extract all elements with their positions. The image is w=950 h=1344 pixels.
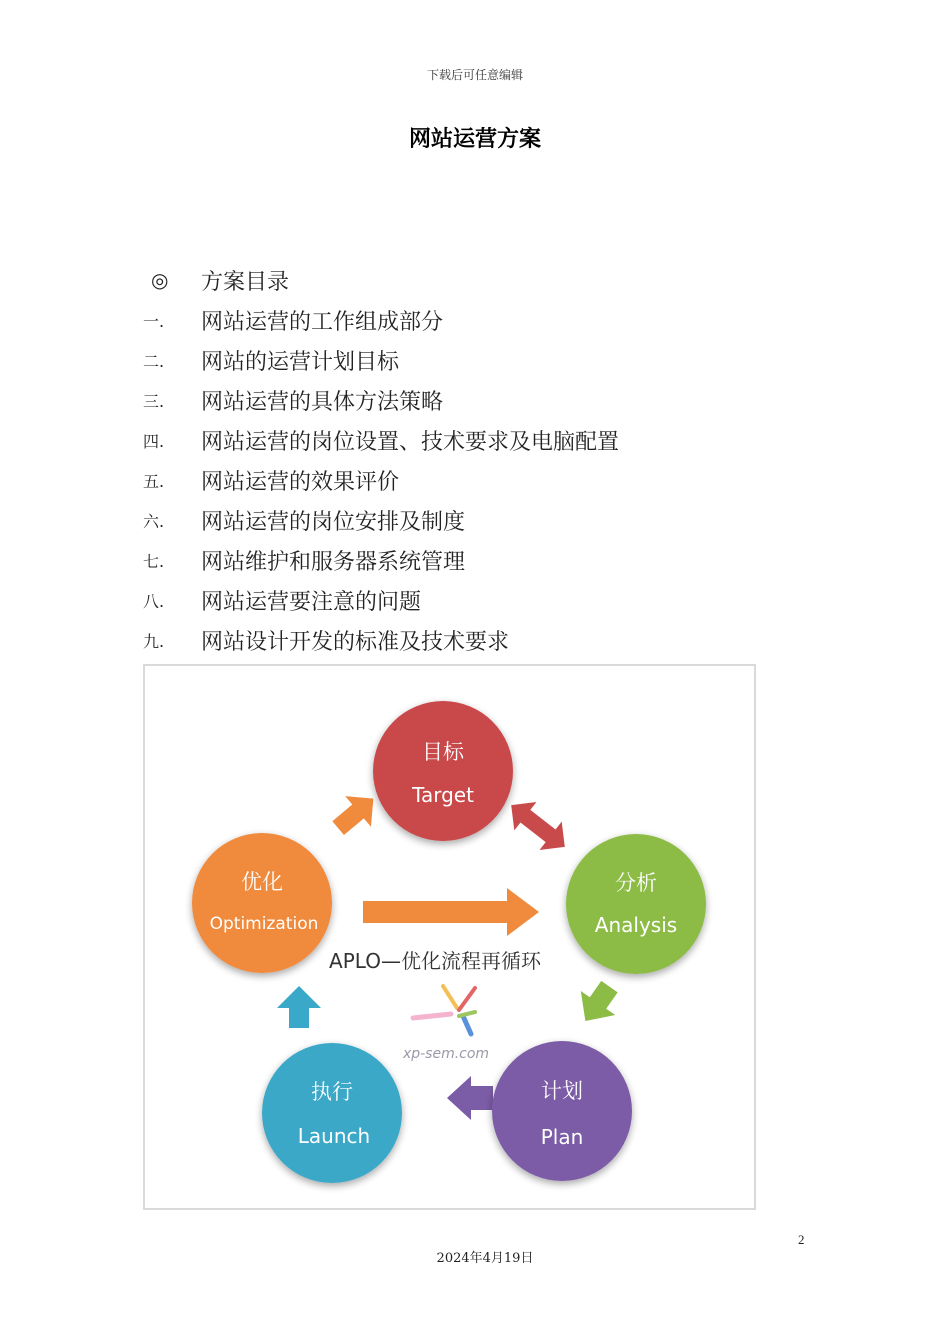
node-target	[373, 701, 513, 841]
node-analysis-en: Analysis	[594, 913, 678, 937]
aplo-diagram-svg	[145, 666, 754, 1208]
node-plan-en: Plan	[540, 1125, 584, 1149]
toc-item-text: 网站运营的岗位安排及制度	[201, 509, 466, 535]
node-optimization-en: Optimization	[209, 914, 319, 934]
arrow-optimization-to-analysis	[363, 888, 539, 936]
table-of-contents	[143, 260, 843, 660]
toc-item	[143, 420, 843, 460]
document-title: 网站运营方案	[408, 126, 541, 152]
node-plan	[492, 1041, 632, 1181]
arrow-launch-to-optimization	[277, 986, 321, 1028]
toc-item-text: 网站运营的具体方法策略	[201, 389, 444, 415]
node-analysis	[566, 834, 706, 974]
toc-item	[143, 580, 843, 620]
toc-item-text: 网站运营要注意的问题	[201, 589, 422, 615]
toc-item	[143, 620, 843, 660]
toc-item-text: 网站运营的工作组成部分	[201, 309, 444, 335]
xp-sem-logo-icon	[413, 986, 475, 1034]
toc-item-number: 八.	[143, 591, 165, 611]
aplo-cycle-diagram	[143, 664, 756, 1210]
toc-item-number: 四.	[143, 431, 165, 451]
toc-item	[143, 300, 843, 340]
diagram-center-label: APLO—优化流程再循环	[329, 949, 541, 973]
page-number: 2	[798, 1232, 805, 1247]
toc-symbol: ◎	[151, 268, 169, 292]
toc-item-number: 一.	[143, 311, 165, 331]
toc-item-number: 七.	[143, 551, 165, 571]
toc-item	[143, 540, 843, 580]
node-optimization	[192, 833, 332, 973]
toc-item-number: 九.	[143, 631, 165, 651]
toc-item-text: 网站运营的岗位设置、技术要求及电脑配置	[201, 429, 620, 455]
toc-item	[143, 460, 843, 500]
node-plan-cn: 计划	[541, 1079, 583, 1103]
toc-heading: 方案目录	[201, 269, 290, 295]
node-launch	[262, 1043, 402, 1183]
page-header: 下载后可任意编辑	[426, 68, 523, 82]
toc-item	[143, 500, 843, 540]
node-launch-cn: 执行	[311, 1080, 353, 1104]
arrow-target-analysis-bidirectional	[500, 791, 576, 861]
toc-item-text: 网站维护和服务器系统管理	[201, 549, 466, 575]
toc-heading-row	[143, 260, 843, 300]
node-target-en: Target	[412, 783, 474, 807]
diagram-watermark: xp-sem.com	[402, 1046, 490, 1062]
toc-item-text: 网站设计开发的标准及技术要求	[201, 629, 510, 655]
node-target-cn: 目标	[422, 740, 464, 764]
toc-item-text: 网站的运营计划目标	[201, 349, 400, 375]
arrow-plan-to-launch	[447, 1076, 493, 1120]
toc-item	[143, 380, 843, 420]
toc-item-text: 网站运营的效果评价	[201, 469, 400, 495]
arrow-analysis-to-plan	[568, 975, 626, 1033]
toc-item-number: 二.	[143, 351, 165, 371]
toc-item	[143, 340, 843, 380]
toc-item-number: 五.	[143, 471, 165, 491]
page-footer-date: 2024年4月19日	[436, 1251, 534, 1266]
node-launch-en: Launch	[297, 1124, 371, 1148]
node-analysis-cn: 分析	[615, 871, 657, 895]
toc-item-number: 三.	[143, 391, 165, 411]
node-optimization-cn: 优化	[241, 870, 283, 894]
toc-item-number: 六.	[143, 511, 165, 531]
